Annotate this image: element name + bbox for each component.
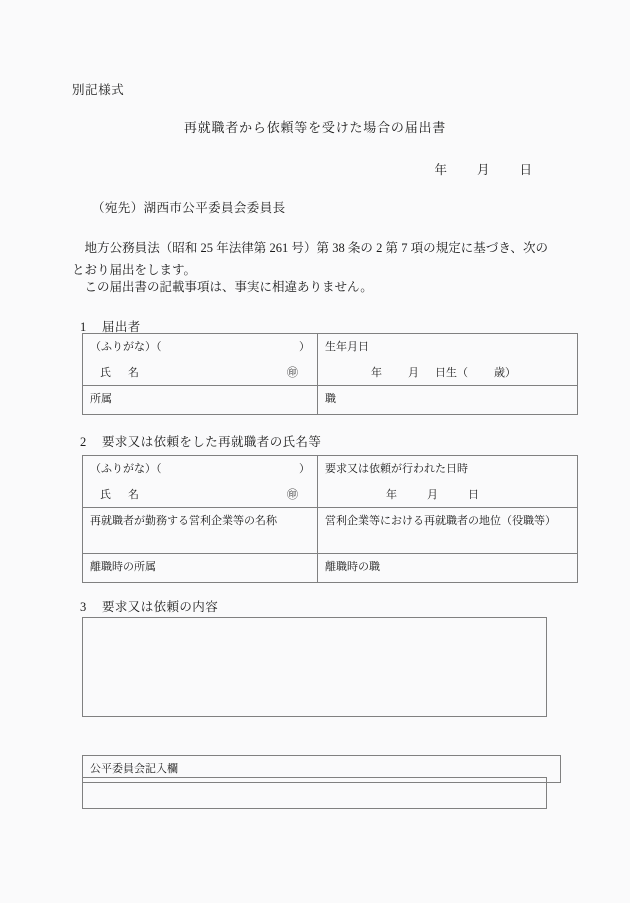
document-title: 再就職者から依頼等を受けた場合の届出書	[183, 120, 447, 135]
company-name-label: 再就職者が勤務する営利企業等の名称	[90, 515, 277, 527]
retirement-position-cell[interactable]	[318, 554, 578, 583]
section-2-heading	[80, 432, 321, 450]
affiliation-label: 所属	[90, 393, 112, 405]
request-year-label: 年	[386, 488, 397, 501]
position-label: 職	[325, 393, 336, 405]
legal-basis-paragraph: 地方公務員法（昭和 25 年法律第 261 号）第 38 条の 2 第 7 項の規定に基づき、次のとおり届出をします。	[72, 241, 548, 277]
section-3-number: 3	[80, 600, 87, 614]
table-row	[83, 334, 578, 386]
form-code-label: 別記様式	[72, 83, 125, 97]
table-row	[83, 554, 578, 583]
dob-year-label: 年	[371, 366, 382, 379]
addressee-line: （宛先）湖西市公平委員会委員長	[92, 201, 286, 215]
applicant-name-cell[interactable]	[83, 334, 318, 386]
furigana-close-paren: ）	[299, 341, 310, 353]
furigana-label: （ふりがな）（	[90, 463, 162, 475]
retirement-position-label: 離職時の職	[325, 561, 380, 573]
committee-entry-textarea[interactable]	[82, 777, 547, 809]
dob-label: 生年月日	[325, 341, 369, 353]
request-content-textarea[interactable]	[82, 617, 547, 717]
seal-icon: ㊞	[287, 487, 298, 501]
furigana-close-paren: ）	[299, 463, 310, 475]
section-2-title: 要求又は依頼をした再就職者の氏名等	[102, 435, 322, 449]
name-label: 氏 名	[100, 366, 142, 379]
submission-date-line	[434, 160, 532, 178]
applicant-position-cell[interactable]	[318, 386, 578, 415]
section-3-heading	[80, 597, 218, 615]
dob-day-label: 日生（	[435, 366, 468, 379]
company-position-label: 営利企業等における再就職者の地位（役職等）	[325, 515, 556, 527]
applicant-dob-cell[interactable]	[318, 334, 578, 386]
request-datetime-cell[interactable]	[318, 456, 578, 508]
company-name-cell[interactable]	[83, 508, 318, 554]
applicant-affiliation-cell[interactable]	[83, 386, 318, 415]
company-position-cell[interactable]	[318, 508, 578, 554]
section-1-title: 届出者	[102, 320, 141, 334]
section-2-table	[82, 455, 578, 583]
request-day-label: 日	[468, 488, 479, 501]
table-row	[83, 456, 578, 508]
name-label: 氏 名	[100, 488, 142, 501]
furigana-label: （ふりがな）（	[90, 341, 162, 353]
retirement-affiliation-cell[interactable]	[83, 554, 318, 583]
section-1-table	[82, 333, 578, 415]
date-day-label: 日	[519, 163, 532, 177]
dob-month-label: 月	[408, 366, 419, 379]
retirement-affiliation-label: 離職時の所属	[90, 561, 156, 573]
declaration-paragraph: この届出書の記載事項は、事実に相違ありません。	[84, 280, 373, 294]
dob-age-label: 歳）	[494, 366, 516, 379]
section-1-number: 1	[80, 320, 87, 334]
seal-icon: ㊞	[287, 365, 298, 379]
committee-label: 公平委員会記入欄	[90, 763, 178, 775]
section-2-number: 2	[80, 435, 87, 449]
reemployed-name-cell[interactable]	[83, 456, 318, 508]
table-row	[83, 508, 578, 554]
request-month-label: 月	[427, 488, 438, 501]
date-month-label: 月	[476, 163, 490, 177]
request-datetime-label: 要求又は依頼が行われた日時	[325, 463, 468, 475]
date-year-label: 年	[434, 163, 447, 177]
section-3-title: 要求又は依頼の内容	[102, 600, 219, 614]
table-row	[83, 386, 578, 415]
